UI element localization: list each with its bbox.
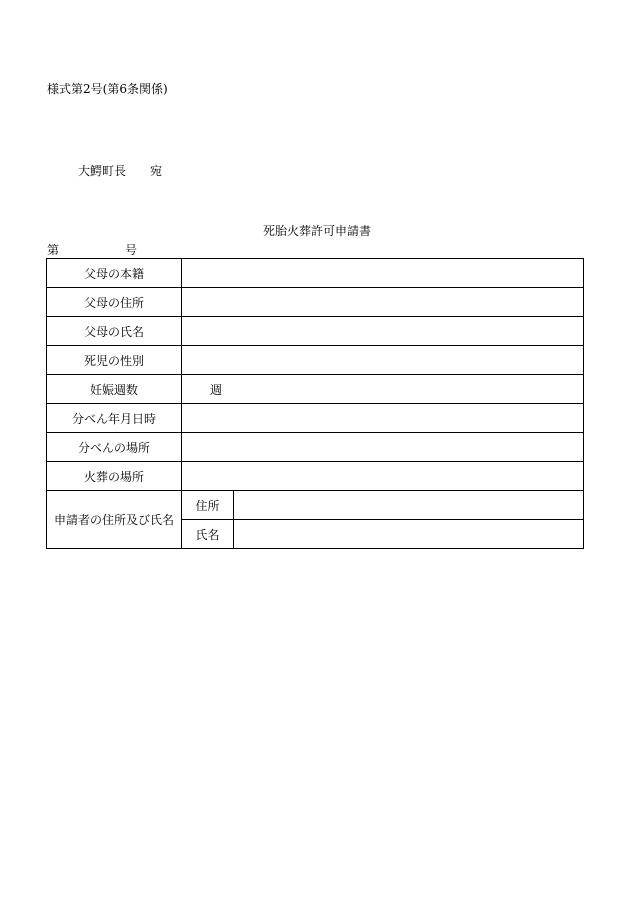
row-label: 分べん年月日時 <box>47 404 182 433</box>
applicant-address-field[interactable] <box>234 491 584 520</box>
row-label: 火葬の場所 <box>47 462 182 491</box>
addressee-name: 大鰐町長 <box>78 164 127 178</box>
applicant-label: 申請者の住所及び氏名 <box>47 491 182 549</box>
addressee-line <box>78 162 162 179</box>
applicant-address-label: 住所 <box>182 491 234 520</box>
row-value-field[interactable] <box>182 462 584 491</box>
row-value-field[interactable] <box>182 433 584 462</box>
addressee-suffix: 宛 <box>150 164 163 178</box>
table-row <box>47 462 584 491</box>
form-number: 様式第2号(第6条関係) <box>47 82 168 96</box>
row-label: 分べんの場所 <box>47 433 182 462</box>
table-row <box>47 375 584 404</box>
row-label: 父母の本籍 <box>47 259 182 288</box>
applicant-name-field[interactable] <box>234 520 584 549</box>
table-row <box>47 491 584 520</box>
table-row <box>47 433 584 462</box>
application-form-table <box>46 258 584 549</box>
applicant-name-label: 氏名 <box>182 520 234 549</box>
row-value-field[interactable] <box>182 288 584 317</box>
document-number-suffix: 号 <box>125 243 138 257</box>
row-label: 死児の性別 <box>47 346 182 375</box>
row-value-field[interactable] <box>182 317 584 346</box>
row-label: 父母の氏名 <box>47 317 182 346</box>
table-row <box>47 259 584 288</box>
document-title: 死胎火葬許可申請書 <box>263 224 372 238</box>
row-label: 父母の住所 <box>47 288 182 317</box>
row-value-field[interactable] <box>182 404 584 433</box>
table-row <box>47 346 584 375</box>
table-row <box>47 288 584 317</box>
row-value-field[interactable] <box>182 346 584 375</box>
document-number <box>47 241 137 258</box>
table-row <box>47 317 584 346</box>
row-label: 妊娠週数 <box>47 375 182 404</box>
row-value-field[interactable]: 週 <box>182 375 584 404</box>
row-value-field[interactable] <box>182 259 584 288</box>
table-row <box>47 404 584 433</box>
document-number-prefix: 第 <box>47 243 60 257</box>
